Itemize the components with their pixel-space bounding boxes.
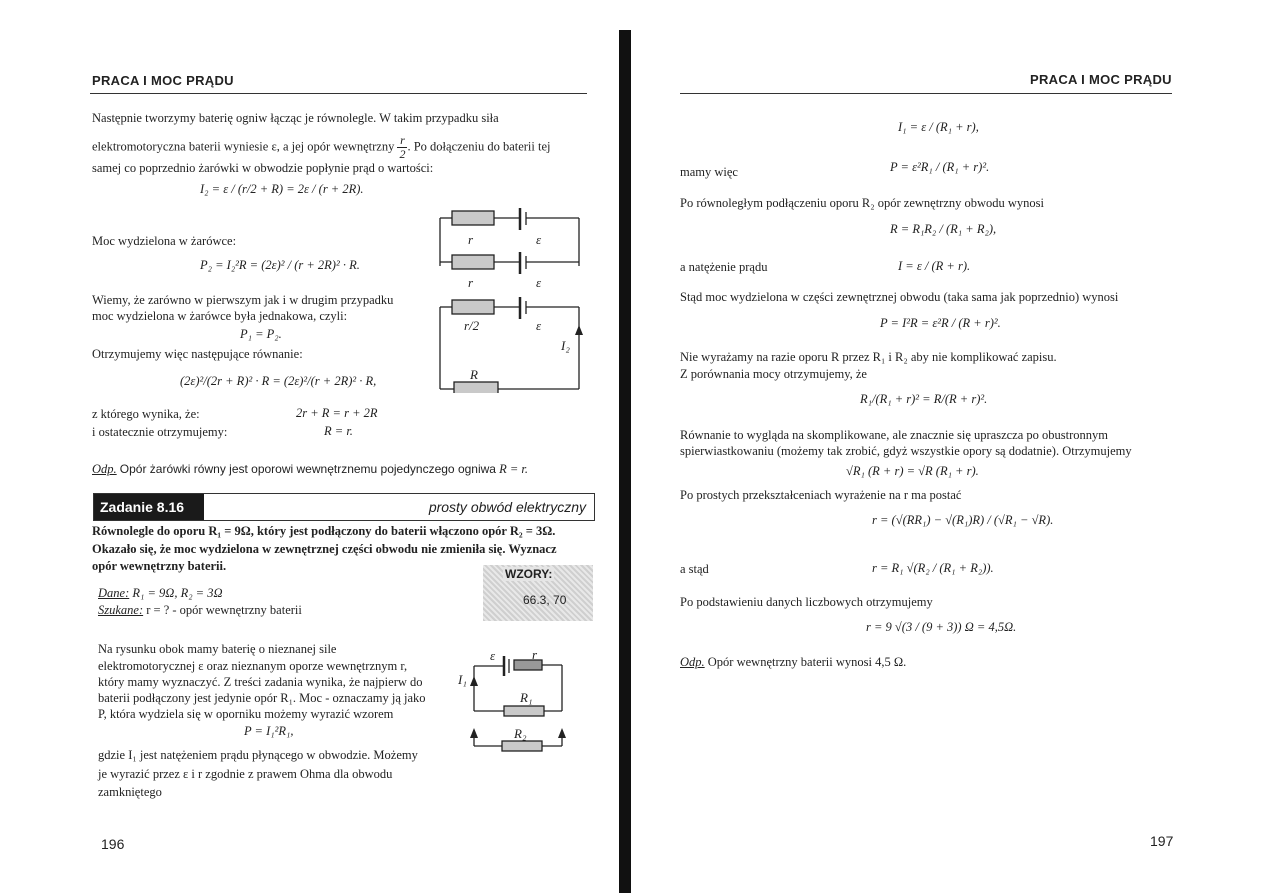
svg-text:ε: ε [536, 318, 542, 333]
formulas-box [483, 565, 593, 621]
paragraph-line: Otrzymujemy więc następujące równanie: [92, 347, 303, 361]
svg-text:I₂: I₂ [561, 338, 570, 353]
paragraph-line: elektromotoryczna baterii wyniesie ε, a jej opór wewnętrzny $\frac{r}{2}$ . Po dołączeniu do baterii tej [92, 133, 551, 161]
paragraph-line: który mamy wyznaczyć. Z treści zadania wynika, że najpierw do [98, 675, 423, 689]
paragraph-line: gdzie I₁ jest natężeniem prądu płynącego w obwodzie. Możemy [98, 748, 418, 762]
book-spine [619, 30, 631, 893]
paragraph-line: Po równoległym podłączeniu oporu R₂ opór zewnętrzny obwodu wynosi [680, 196, 1045, 210]
left-running-header: PRACA I MOC PRĄDU [92, 73, 234, 88]
paragraph-line: Nie wyrażamy na razie oporu R przez R₁ i R₂ aby nie komplikować zapisu. [680, 350, 1057, 364]
equation-P: P = I₁²R₁, [244, 724, 294, 738]
paragraph-line: Z porównania mocy otrzymujemy, że [680, 367, 867, 381]
circuit-diagram-2 [452, 648, 592, 758]
left-page-number: 196 [101, 836, 125, 852]
svg-text:r/2: r/2 [464, 318, 480, 333]
paragraph-line: moc wydzielona w żarówce była jednakowa, czyli: [92, 309, 348, 323]
given-data: Dane: R₁ = 9Ω, R₂ = 3Ω [98, 586, 223, 600]
svg-text:ε: ε [490, 648, 496, 663]
equation-P2: P₂ = I₂²R = (2ε)² / (r + 2R)² · R. [200, 258, 360, 272]
equation-main: (2ε)²/(2r + R)² · R = (2ε)²/(r + 2R)² · R, [180, 374, 377, 388]
paragraph-line: je wyrazić przez ε i r zgodnie z prawem Ohma dla obwodu [98, 767, 393, 781]
left-header-rule [90, 93, 587, 94]
svg-text:r: r [532, 648, 538, 662]
equation-result2: R = r. [324, 424, 353, 438]
task-banner [93, 493, 595, 521]
svg-text:R₂: R₂ [514, 726, 527, 741]
paragraph-line: Wiemy, że zarówno w pierwszym jak i w drugim przypadku [92, 293, 394, 307]
paragraph-line: a stąd [680, 562, 709, 576]
paragraph-line: zamkniętego [98, 785, 162, 799]
task-topic: prosty obwód elektryczny [428, 499, 586, 515]
paragraph-line: elektromotorycznej ε oraz nieznanym oporze wewnętrznym r, [98, 659, 408, 673]
task-text: Równolegle do oporu R₁ = 9Ω, który jest podłączony do baterii włączono opór R₂ = 3Ω. [92, 524, 556, 538]
formulas-refs: 66.3, 70 [523, 593, 567, 607]
equation-sqrt: √R₁ (R + r) = √R (R₁ + r). [846, 464, 979, 478]
circuit-diagram-1 [424, 203, 594, 393]
svg-text:ε: ε [536, 275, 542, 290]
answer-line-right: Odp. Opór wewnętrzny baterii wynosi 4,5 Ω. [680, 655, 907, 669]
paragraph-line: i ostatecznie otrzymujemy: [92, 425, 228, 439]
paragraph-line: samej co poprzednio żarówki w obwodzie popłynie prąd o wartości: [92, 161, 434, 175]
right-header-rule [680, 93, 1172, 94]
right-page-number: 197 [1150, 833, 1174, 849]
paragraph-line: Po prostych przekształceniach wyrażenie na r ma postać [680, 488, 962, 502]
equation-I1: I₁ = ε / (R₁ + r), [898, 120, 979, 134]
equation-r2: r = R₁ √(R₂ / (R₁ + R₂)). [872, 561, 994, 575]
formulas-title: WZORY: [505, 567, 553, 581]
svg-text:r: r [468, 275, 474, 290]
right-running-header: PRACA I MOC PRĄDU [1030, 72, 1172, 87]
paragraph-line: baterii podłączony jest jedynie opór R₁. Moc - oznaczamy ją jako [98, 691, 426, 705]
paragraph-line: mamy więc [680, 165, 738, 179]
equation-I: I = ε / (R + r). [898, 259, 971, 273]
svg-text:R₁: R₁ [520, 690, 533, 705]
equation-r: r = (√(RR₁) − √(R₁)R) / (√R₁ − √R). [872, 513, 1054, 527]
equation-R: R = R₁R₂ / (R₁ + R₂), [890, 222, 997, 236]
paragraph-line: Po podstawieniu danych liczbowych otrzymujemy [680, 595, 933, 609]
task-text: opór wewnętrzny baterii. [92, 559, 227, 573]
equation-final: r = 9 √(3 / (9 + 3)) Ω = 4,5Ω. [866, 620, 1017, 634]
paragraph-line: z którego wynika, że: [92, 407, 200, 421]
task-text: Okazało się, że moc wydzielona w zewnętrznej części obwodu nie zmieniła się. Wyznacz [92, 542, 557, 556]
equation-P2-right: P = I²R = ε²R / (R + r)². [880, 316, 1001, 330]
paragraph-line: Równanie to wygląda na skomplikowane, ale znacznie się upraszcza po obustronnym [680, 428, 1108, 442]
unknown-data: Szukane: r = ? - opór wewnętrzny baterii [98, 603, 302, 617]
paragraph-line: Stąd moc wydzielona w części zewnętrznej obwodu (taka sama jak poprzednio) wynosi [680, 290, 1119, 304]
paragraph-line: P, która wydziela się w oporniku możemy wyrazić wzorem [98, 707, 394, 721]
equation-compare: R₁/(R₁ + r)² = R/(R + r)². [860, 392, 988, 406]
svg-text:R: R [470, 367, 478, 382]
paragraph-line: spierwiastkowaniu (możemy tak zrobić, gdyż wszystkie opory są dodatnie). Otrzymujemy [680, 444, 1132, 458]
svg-text:ε: ε [536, 232, 542, 247]
circuit1-label: r [468, 232, 474, 247]
paragraph-line: Moc wydzielona w żarówce: [92, 234, 237, 248]
equation-result1: 2r + R = r + 2R [296, 406, 378, 420]
task-label: Zadanie 8.16 [94, 494, 204, 520]
paragraph-line: a natężenie prądu [680, 260, 768, 274]
answer-line: Odp. Opór żarówki równy jest oporowi wewnętrznemu pojedynczego ogniwa R = r. [92, 462, 529, 476]
equation-I2: I₂ = ε / (r/2 + R) = 2ε / (r + 2R). [200, 182, 364, 196]
paragraph-line: Następnie tworzymy baterię ogniw łącząc je równolegle. W takim przypadku siła [92, 111, 499, 125]
svg-text:I₁: I₁ [458, 672, 467, 687]
equation-P1-P2: P₁ = P₂. [240, 327, 282, 341]
paragraph-line: Na rysunku obok mamy baterię o nieznanej sile [98, 642, 337, 656]
equation-P-right: P = ε²R₁ / (R₁ + r)². [890, 160, 990, 174]
